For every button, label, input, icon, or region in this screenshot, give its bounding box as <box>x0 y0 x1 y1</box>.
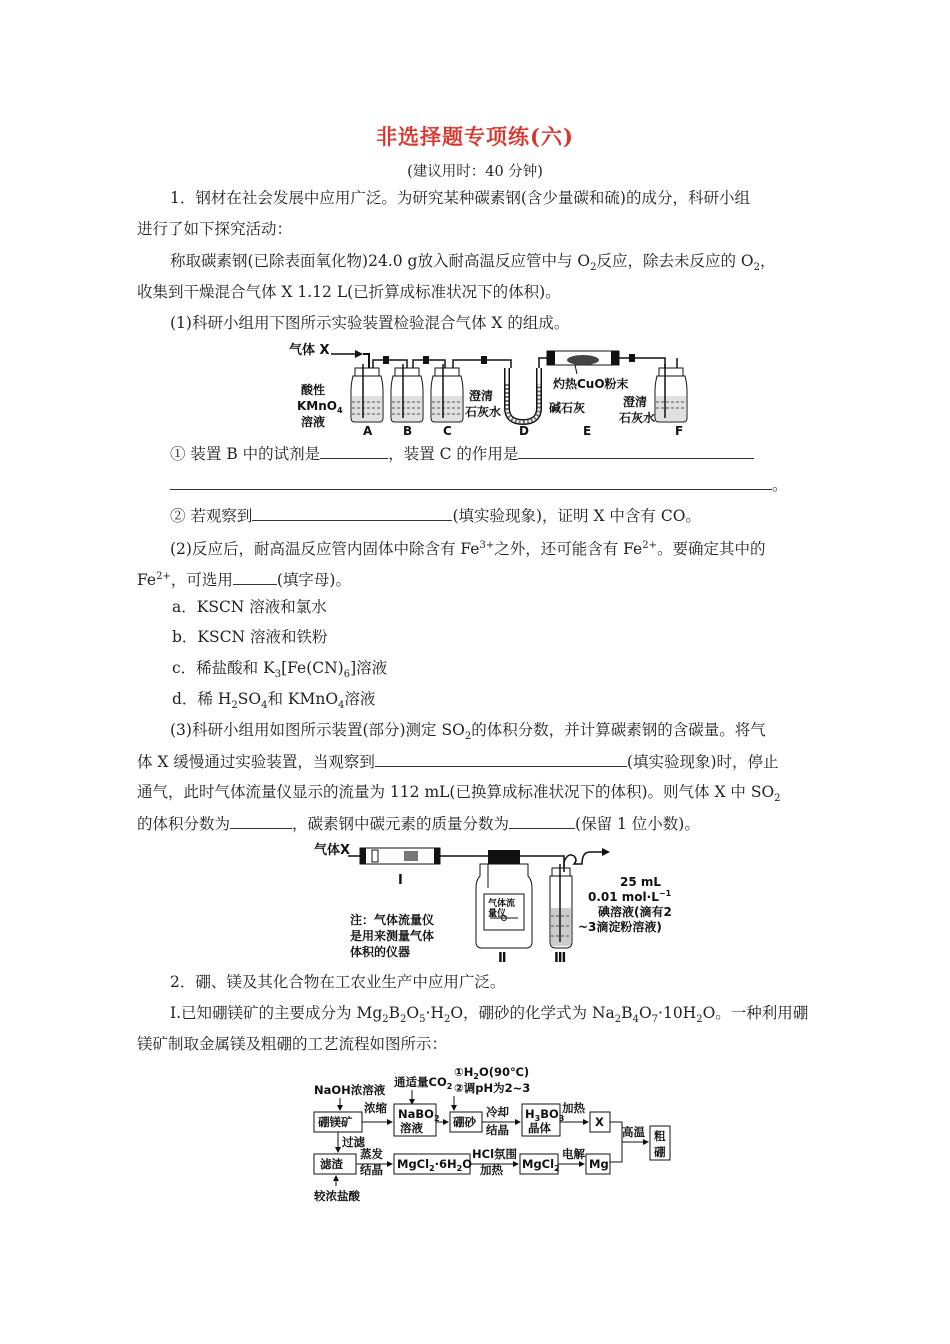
q1-weigh-line2: 收集到干燥混合气体 X 1.12 L(已折算成标准状况下的体积)。 <box>137 283 561 301</box>
flow-hcl-1: HCl氛围 <box>472 1147 518 1161</box>
flow-cond-1b: O(90℃) <box>478 1065 530 1079</box>
flow-evap-1: 蒸发 <box>360 1147 383 1161</box>
gas-test-apparatus-figure <box>285 338 705 438</box>
q1-question-1a: ① 装置 B 中的试剂是 ，装置 C 的作用是 <box>170 443 754 464</box>
q2-part1-line2: 镁矿制取金属镁及粗硼的工艺流程如图所示： <box>137 1035 448 1053</box>
flow-evap-2: 结晶 <box>360 1163 383 1177</box>
fig1-d-label: 碱石灰 <box>549 401 586 415</box>
q1-weigh-line1: 称取碳素钢(已除表面氧化物)24.0 g放入耐高温反应管中与 $O_2$反应，除去未反应的 $O_2$， <box>170 252 776 274</box>
fig2-roman-1: Ⅰ <box>398 873 403 888</box>
so2-measurement-figure <box>312 838 692 968</box>
flow-concentrate: 浓缩 <box>364 1101 387 1115</box>
flow-borax: 硼砂 <box>453 1115 476 1129</box>
answer-blank-carbon-fraction[interactable] <box>509 813 575 829</box>
reaction-tube-e <box>547 351 665 374</box>
process-flow-chart <box>308 1064 678 1209</box>
option-b: b．KSCN 溶液和铁粉 <box>172 628 328 646</box>
flow-crude-2: 硼 <box>654 1145 666 1159</box>
flow-residue: 滤渣 <box>320 1157 343 1171</box>
fig1-c-label-1: 澄清 <box>469 389 494 403</box>
q1-question-1b: ② 若观察到 (填实验现象)，证明 X 中含有 CO。 <box>170 507 701 525</box>
u-tube-d <box>507 358 547 422</box>
flow-co2: 通适量CO <box>394 1075 447 1089</box>
fig1-e-label: 灼热CuO粉末 <box>553 377 629 391</box>
page-title: 非选择题专项练(六) <box>376 124 574 149</box>
answer-blank-co-phenomenon[interactable] <box>252 505 452 521</box>
flow-crude-1: 粗 <box>654 1129 666 1143</box>
suggested-time: (建议用时：40 分钟) <box>407 164 543 180</box>
flow-high-temp: 高温 <box>622 1125 645 1139</box>
fig2-note-1: 注：气体流量仪 <box>350 913 435 927</box>
flow-cond-2: ②调pH为2~3 <box>454 1081 531 1095</box>
fig1-letter-f: F <box>675 424 684 438</box>
q1-part3-line2: 体 X 缓慢通过实验装置，当观察到 (填实验现象)时，停止 <box>137 753 779 771</box>
fig2-note-3: 体积的仪器 <box>350 945 411 959</box>
flow-hcl-2: 加热 <box>480 1163 503 1177</box>
q1-intro-line2: 进行了如下探究活动： <box>137 220 293 238</box>
fig1-f-label-1: 澄清 <box>623 395 648 409</box>
flow-heat: 加热 <box>562 1101 585 1115</box>
flow-cool-1: 冷却 <box>486 1105 509 1119</box>
flow-x: X <box>595 1115 604 1129</box>
flow-mg: Mg <box>589 1157 609 1171</box>
option-a: a．KSCN 溶液和氯水 <box>172 598 327 616</box>
flow-cool-2: 结晶 <box>486 1123 509 1137</box>
flow-h3bo3-3: 晶体 <box>528 1121 551 1135</box>
fig2-note-2: 是用来测量气体 <box>350 929 435 943</box>
fig1-a-reagent-1: 酸性 <box>301 383 326 397</box>
fig1-f-label-2: 石灰水 <box>619 411 656 425</box>
fig1-letter-e: E <box>583 424 592 438</box>
svg-text:KMnO4: KMnO$_4$ <box>297 399 343 415</box>
answer-blank-so2-fraction[interactable] <box>230 813 292 829</box>
apparatus-1 <box>360 848 488 864</box>
answer-blank-stop-phenomenon[interactable] <box>375 751 627 767</box>
svg-text:①H2O(90℃): $①H_2O(90℃)$ <box>454 1065 530 1081</box>
q1-part3-line4: 的体积分数为 ，碳素钢中碳元素的质量分数为 (保留 1 位小数)。 <box>137 815 700 833</box>
q1-part2-line2: $Fe^{2+}$，可选用 (填字母)。 <box>137 571 351 590</box>
q1-part2-line1: (2)反应后，耐高温反应管内固体中除含有 $Fe^{3+}$之外，还可能含有 $Fe^{2+}$。要确定其中的 <box>170 540 766 559</box>
q1-part1-prompt: (1)科研小组用下图所示实验装置检验混合气体 X 的组成。 <box>170 314 570 332</box>
fig1-letter-c: C <box>443 424 452 438</box>
flow-h3bo3-2: BO <box>540 1107 559 1121</box>
svg-text:NaBO2: NaBO$_2$ <box>398 1107 440 1123</box>
fig1-gas-label: 气体 X <box>289 343 330 358</box>
fig2-roman-2: Ⅱ <box>498 951 507 966</box>
q1-part3-line1: (3)科研小组用如图所示装置(部分)测定 $SO_2$的体积分数，并计算碳素钢的含碳量。将气 <box>170 721 766 743</box>
q1-part3-line3: 通气，此时气体流量仪显示的流量为 112 mL(已换算成标准状况下的体积)。则气体 X 中 $SO_2$ <box>137 783 781 805</box>
fig2-sol-2: 0.01 mol·L <box>588 890 659 904</box>
fig1-letter-d: D <box>519 424 529 438</box>
svg-text:MgCl2: MgCl$_2$ <box>522 1157 560 1173</box>
fig1-letter-a: A <box>363 424 373 438</box>
flow-h3bo3-1: H <box>525 1107 535 1121</box>
svg-text:H3BO3: $H_3BO_3$ <box>525 1107 565 1123</box>
fig2-gas-label: 气体X <box>314 843 351 858</box>
fig1-a-reagent-3: 溶液 <box>301 415 326 429</box>
flow-mgcl2: MgCl <box>522 1157 555 1171</box>
answer-blank-option[interactable] <box>233 569 277 585</box>
answer-blank-c-purpose[interactable] <box>518 443 754 459</box>
flow-cond-1: ①H <box>454 1065 474 1079</box>
fig1-c-label-2: 石灰水 <box>465 405 502 419</box>
fig2-sol-3: 碘溶液(滴有2 <box>598 905 672 919</box>
flow-ore: 硼镁矿 <box>318 1115 353 1129</box>
q1-question-1a-cont: 。 <box>170 474 788 495</box>
q2-part1-line1: Ⅰ.已知硼镁矿的主要成分为 $Mg_2B_2O_5\cdot H_2O$，硼砂的化学式为 $Na_2B_4O_7\cdot 10H_2O$。一种利用硼 <box>170 1004 809 1026</box>
svg-text:通适量CO2: 通适量$CO_2$ <box>394 1075 453 1091</box>
flow-nabo2-1: NaBO <box>398 1107 434 1121</box>
fig2-meter-2: 量仪 <box>488 909 507 919</box>
q1-intro-line1: 1．钢材在社会发展中应用广泛。为研究某种碳素钢(含少量碳和硫)的成分，科研小组 <box>170 189 750 207</box>
fig1-a-reagent-2: KMnO <box>297 399 337 413</box>
flow-filter: 过滤 <box>342 1135 365 1149</box>
flow-mgcl2-6h2o: MgCl <box>397 1157 430 1171</box>
flow-naoh: NaOH浓溶液 <box>314 1083 386 1097</box>
option-d: d．稀 $H_2SO_4$和 KMnO$_4$溶液 <box>172 690 376 712</box>
fig2-meter-1: 气体流 <box>488 899 516 909</box>
fig1-letter-b: B <box>403 424 413 438</box>
svg-text:0.01 mol·L−1: 0.01 $mol\cdot L^{-1}$ <box>588 889 672 904</box>
svg-text:MgCl2·6H2O: $MgCl_2\cdot 6H_2O$ <box>397 1157 472 1173</box>
fig2-sol-1: 25 mL <box>620 875 662 889</box>
fig2-sol-4: ~3滴淀粉溶液) <box>578 920 662 934</box>
bottle-f <box>655 358 687 422</box>
option-c: c．稀盐酸和 $K_3[Fe(CN)_6]$溶液 <box>172 659 388 681</box>
flow-hcl-conc: 较浓盐酸 <box>314 1189 360 1203</box>
q2-intro: 2．硼、镁及其化合物在工农业生产中应用广泛。 <box>170 973 506 991</box>
fig2-roman-3: Ⅲ <box>554 951 567 966</box>
flow-nabo2-2: 溶液 <box>400 1121 423 1135</box>
flow-electro: 电解 <box>562 1147 585 1161</box>
answer-blank-b-reagent[interactable] <box>320 443 388 459</box>
answer-blank-c-purpose-cont[interactable] <box>170 474 772 490</box>
